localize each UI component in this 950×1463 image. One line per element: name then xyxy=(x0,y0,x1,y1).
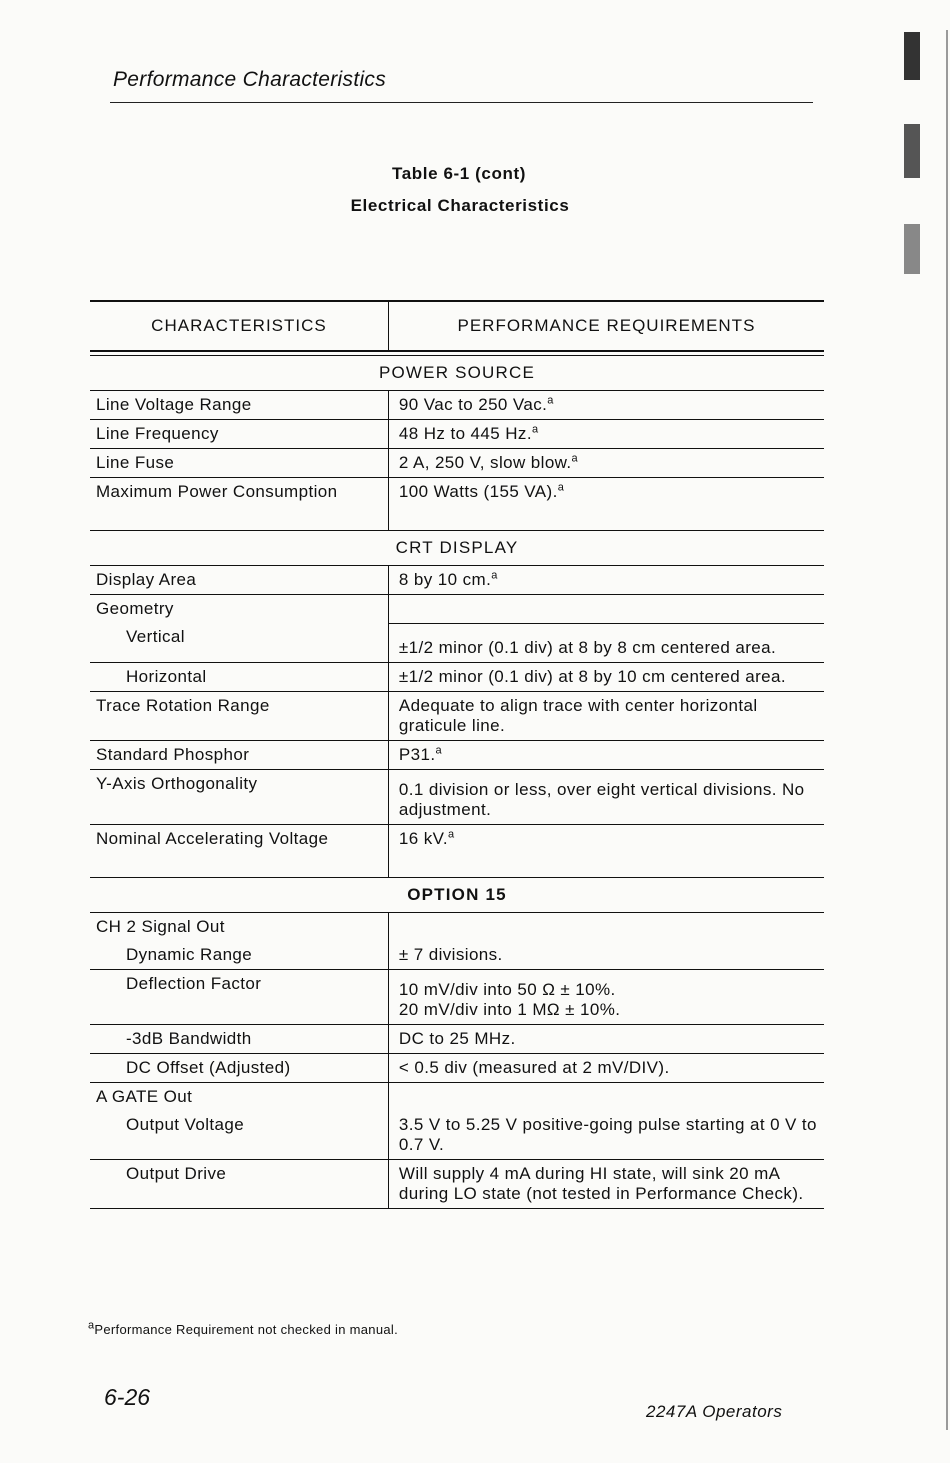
row-label: Display Area xyxy=(90,566,388,595)
row-value: 2 A, 250 V, slow blow.$^a$ xyxy=(388,449,824,478)
section-crt-display xyxy=(90,531,824,566)
row-label: Standard Phosphor xyxy=(90,740,388,769)
deflection-line-2: 20 mV/div into 1 MΩ ± 10%. xyxy=(398,999,621,1019)
footnote-ref: a xyxy=(435,743,443,756)
footnote-ref: a xyxy=(531,423,539,436)
section-power-source xyxy=(90,356,824,391)
row-label: Nominal Accelerating Voltage xyxy=(90,824,388,877)
table-row xyxy=(90,595,824,624)
table-row xyxy=(90,391,824,420)
row-value xyxy=(388,595,824,624)
table-row xyxy=(90,941,824,970)
table-row xyxy=(90,969,824,1024)
row-value: ±1/2 minor (0.1 div) at 8 by 10 cm centered area. xyxy=(388,662,824,691)
thumb-tab xyxy=(904,32,920,80)
footnote-ref: a xyxy=(447,827,455,840)
row-label: Line Frequency xyxy=(90,420,388,449)
row-value: 90 Vac to 250 Vac.$^a$ xyxy=(388,391,824,420)
column-header-characteristics: CHARACTERISTICS xyxy=(90,301,388,351)
footnote xyxy=(88,1319,398,1337)
row-label: Output Voltage xyxy=(90,1111,388,1160)
table-row xyxy=(90,1082,824,1111)
footnote-marker: a xyxy=(88,1319,95,1332)
table-row xyxy=(90,420,824,449)
row-label: Y-Axis Orthogonality xyxy=(90,769,388,824)
electrical-characteristics-table xyxy=(90,300,824,1209)
row-value: ±1/2 minor (0.1 div) at 8 by 8 cm centered area. xyxy=(388,623,824,662)
manual-name: 2247A Operators xyxy=(646,1402,783,1421)
thumb-tab xyxy=(904,224,920,274)
thumb-tab xyxy=(904,124,920,178)
section-title: OPTION 15 xyxy=(90,877,824,912)
row-value: 48 Hz to 445 Hz.$^a$ xyxy=(388,420,824,449)
table-row xyxy=(90,623,824,662)
row-label: Horizontal xyxy=(90,662,388,691)
section-option-15 xyxy=(90,877,824,912)
row-value xyxy=(388,912,824,941)
table-header-row xyxy=(90,301,824,351)
footnote-text: Performance Requirement not checked in manual. xyxy=(94,1322,398,1337)
table-row xyxy=(90,566,824,595)
table-row xyxy=(90,1159,824,1208)
table-row xyxy=(90,824,824,877)
row-label: Output Drive xyxy=(90,1159,388,1208)
row-value: ± 7 divisions. xyxy=(388,941,824,970)
table-row xyxy=(90,769,824,824)
footnote-ref: a xyxy=(491,569,498,582)
row-value: < 0.5 div (measured at 2 mV/DIV). xyxy=(388,1053,824,1082)
table-row xyxy=(90,740,824,769)
deflection-line-1: 10 mV/div into 50 Ω ± 10%. xyxy=(398,979,616,999)
row-label: Trace Rotation Range xyxy=(90,691,388,740)
row-label: Line Fuse xyxy=(90,449,388,478)
page-number: 6-26 xyxy=(104,1384,151,1410)
table-row xyxy=(90,1024,824,1053)
footnote-ref: a xyxy=(571,452,579,465)
row-value xyxy=(388,1082,824,1111)
row-label: Deflection Factor xyxy=(90,969,388,1024)
row-label: Geometry xyxy=(96,599,174,618)
row-label: -3dB Bandwidth xyxy=(90,1024,388,1053)
row-label: A GATE Out xyxy=(96,1086,193,1106)
table-caption: Electrical Characteristics xyxy=(350,196,570,215)
table-number: Table 6-1 (cont) xyxy=(392,164,526,183)
row-label: CH 2 Signal Out xyxy=(96,916,225,936)
table-row xyxy=(90,691,824,740)
row-label: Line Voltage Range xyxy=(90,391,388,420)
row-label: Maximum Power Consumption xyxy=(90,478,388,531)
row-label: Vertical xyxy=(90,623,388,662)
footnote-ref: a xyxy=(547,394,554,407)
table-row xyxy=(90,1111,824,1160)
footnote-ref: a xyxy=(557,481,565,494)
column-header-performance: PERFORMANCE REQUIREMENTS xyxy=(388,301,824,351)
section-title: POWER SOURCE xyxy=(90,356,824,391)
row-value xyxy=(388,969,824,1024)
row-value: 0.1 division or less, over eight vertical divisions. No adjustment. xyxy=(388,769,824,824)
row-value: 3.5 V to 5.25 V positive-going pulse starting at 0 V to 0.7 V. xyxy=(388,1111,824,1160)
row-label: Dynamic Range xyxy=(90,941,388,970)
table-row xyxy=(90,912,824,941)
row-value: 16 kV.$^a$ xyxy=(388,824,824,877)
table-row xyxy=(90,662,824,691)
table-row xyxy=(90,449,824,478)
section-title: CRT DISPLAY xyxy=(90,531,824,566)
row-value: 8 by 10 cm.$^a$ xyxy=(388,566,824,595)
header-rule xyxy=(110,102,813,103)
running-header: Performance Characteristics xyxy=(113,68,387,91)
row-value: DC to 25 MHz. xyxy=(388,1024,824,1053)
row-label: DC Offset (Adjusted) xyxy=(90,1053,388,1082)
table-row xyxy=(90,1053,824,1082)
row-value: 100 Watts (155 VA).$^a$ xyxy=(388,478,824,531)
row-value: Adequate to align trace with center horizontal graticule line. xyxy=(388,691,824,740)
row-value: P31.$^a$ xyxy=(388,740,824,769)
binding-edge xyxy=(946,30,948,1430)
table-row xyxy=(90,478,824,531)
row-value: Will supply 4 mA during HI state, will sink 20 mA during LO state (not tested in Performance Check). xyxy=(388,1159,824,1208)
